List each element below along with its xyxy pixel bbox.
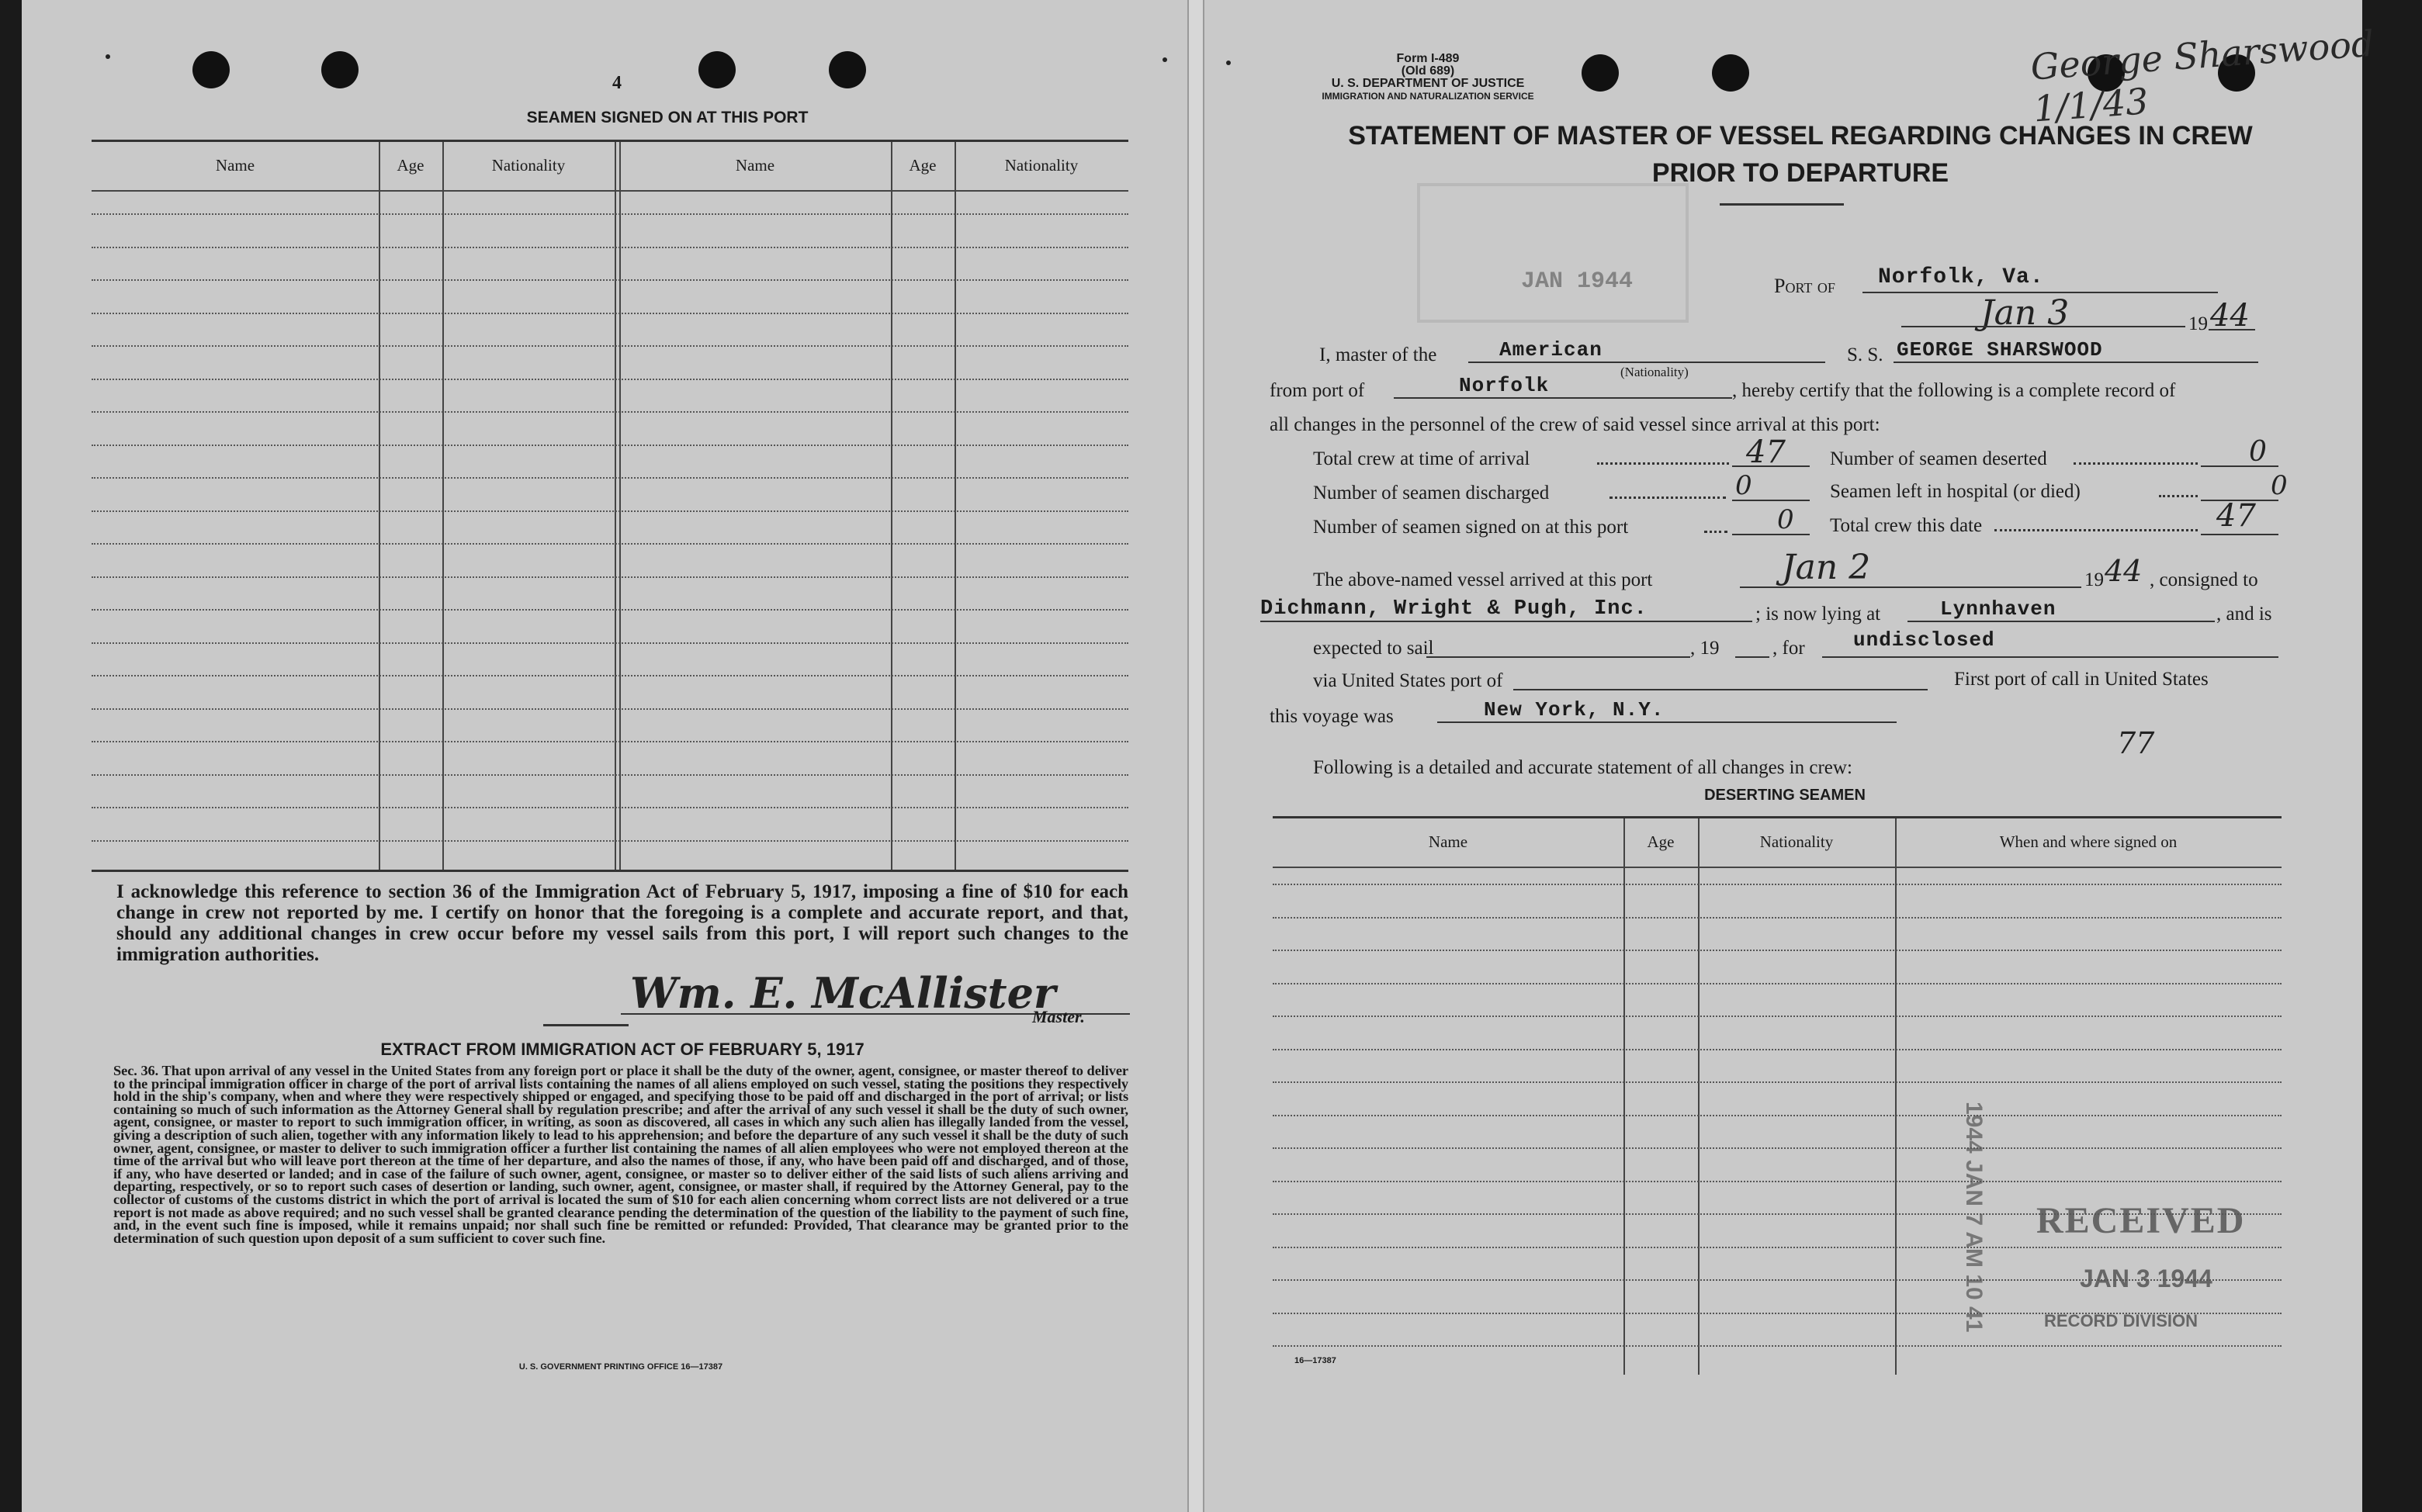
col-name: Name [1428, 832, 1468, 851]
arrived-label: The above-named vessel arrived at this port [1313, 569, 1653, 590]
table-row-rule [1273, 1015, 2282, 1017]
table-row-rule [92, 642, 1128, 644]
port-label: Port of [1774, 275, 1835, 297]
form-title-line1: STATEMENT OF MASTER OF VESSEL REGARDING CHANGES IN CREW [1348, 121, 2253, 151]
certify-text: , hereby certify that the following is a complete record of [1732, 380, 2176, 401]
col-age: Age [1647, 832, 1675, 851]
table-row-rule [92, 279, 1128, 281]
table-row-rule [92, 411, 1128, 413]
table-row-rule [1273, 1049, 2282, 1050]
table-row-rule [92, 543, 1128, 545]
table-row-rule [1273, 1181, 2282, 1182]
ss-label: S. S. [1847, 344, 1883, 365]
master-signature: Wm. E. McAllister [630, 968, 1056, 1018]
total-date-value: 47 [2216, 498, 2256, 534]
from-port-value: Norfolk [1459, 374, 1550, 397]
total-arrival-value: 47 [1746, 434, 1786, 470]
extract-text: Sec. 36. That upon arrival of any vessel in the United States from any foreign port or place it shall be the duty of the owner, agent, consignee, or master thereof to deliver to the principal immigration officer in charge of the port of arrival lists containing the names of all aliens employed on such vessel, stating the positions they respectively hold in the ship's company, when and where they were respectively shipped or engaged, and specifying those to be paid off and discharged in the port of arrival; or lists containing so much of such information as the Attorney General shall by regulation prescribe; and after the arrival of any such vessel it shall be the duty of such owner, agent, consignee, or master to report to such immigration officer, in writing, as soon as discovered, all cases in which any such alien has illegally landed from the vessel, giving a description of such alien, together with any information likely to lead to his apprehension; and before the departure of any such vessel it shall be the duty of such owner, agent, consignee, or master to deliver to such immigration officer a further list containing the names of all alien employees who were not employed thereon at the time of the arrival but who will leave port thereon at the time of her departure, and also the names of those, if any, who have been paid off and discharged, and of those, if any, who have deserted or landed; and in case of the failure of such owner, agent, consignee, or master so to deliver either of the said lists of such aliens arriving and departing, respectively, or so to report such cases of desertion or landing, such owner, agent, consignee, or master shall, if required by the Attorney General, pay to the collector of customs of the customs district in which the port of arrival is located the sum of $10 for each alien concerning whom correct lists are not delivered or a true report is not made as above required; and no such vessel shall be granted clearance pending the determination of the question of the liability to the payment of such fine, and, in the event such fine is imposed, while it remains unpaid; nor shall such fine be remitted or refunded: Provided, That clearance may be granted prior to the determination of such question upon deposit of a sum sufficient to cover such fine. [113, 1063, 1128, 1246]
received-stamp-date: JAN 3 1944 [2080, 1265, 2212, 1292]
received-stamp-division: RECORD DIVISION [2044, 1311, 2199, 1330]
lying-label: ; is now lying at [1755, 604, 1881, 625]
discharged-label: Number of seamen discharged [1313, 483, 1550, 503]
deserted-value: 0 [2249, 436, 2267, 468]
punch-hole [698, 51, 736, 88]
deserted-label: Number of seamen deserted [1830, 448, 2047, 469]
form-number: Form I-489 [1396, 52, 1460, 65]
table-row-rule [92, 708, 1128, 710]
margin-note: 77 [2117, 726, 2155, 760]
arrived-year: 44 [2105, 554, 2143, 588]
right-printer-line: 16—17387 [1294, 1356, 1336, 1365]
table-row-rule [1273, 1247, 2282, 1248]
table-row-rule [92, 379, 1128, 380]
col-nationality: Nationality [1759, 832, 1834, 851]
handwritten-note: George Sharswood 1/1/43 [2029, 22, 2375, 130]
ship-name: GEORGE SHARSWOOD [1897, 338, 2103, 362]
page-number: 4 [612, 73, 622, 93]
department: U. S. DEPARTMENT OF JUSTICE [1331, 77, 1525, 90]
seamen-signed-table [92, 140, 1128, 872]
table-row-rule [1273, 1345, 2282, 1347]
arrived-year-prefix: 19 [2084, 569, 2104, 590]
table-row-rule [1273, 1147, 2282, 1149]
table-row-rule [1273, 1081, 2282, 1083]
punch-hole [1712, 54, 1749, 92]
table-row-rule [1273, 950, 2282, 951]
signed-on-label: Number of seamen signed on at this port [1313, 517, 1629, 538]
service: IMMIGRATION AND NATURALIZATION SERVICE [1322, 91, 1534, 102]
printer-line: U. S. GOVERNMENT PRINTING OFFICE 16—17387 [518, 1362, 723, 1372]
left-heading: SEAMEN SIGNED ON AT THIS PORT [526, 109, 809, 126]
col-nationality: Nationality [491, 156, 566, 175]
table-row-rule [92, 840, 1128, 842]
nationality-caption: (Nationality) [1620, 365, 1689, 379]
signed-on-value: 0 [1777, 504, 1794, 535]
nationality-value: American [1499, 338, 1603, 362]
punch-hole [829, 51, 866, 88]
pin-dot [106, 54, 110, 59]
year-prefix: 19 [2188, 313, 2208, 334]
following-text: Following is a detailed and accurate statement of all changes in crew: [1313, 757, 1852, 778]
deserting-heading: DESERTING SEAMEN [1704, 787, 1866, 804]
for-label: , for [1772, 638, 1805, 659]
table-row-rule [92, 345, 1128, 347]
faded-stamp-date: JAN 1944 [1521, 268, 1634, 295]
col-name: Name [215, 156, 255, 175]
lying-value: Lynnhaven [1940, 597, 2056, 621]
col-nationality: Nationality [1004, 156, 1079, 175]
extract-title: EXTRACT FROM IMMIGRATION ACT OF FEBRUARY 5, 1917 [380, 1040, 865, 1059]
table-row-rule [92, 247, 1128, 248]
sail-year: , 19 [1690, 638, 1720, 659]
form-old: (Old 689) [1401, 64, 1455, 78]
master-of-label: I, master of the [1319, 344, 1437, 365]
changes-text: all changes in the personnel of the crew of said vessel since arrival at this port: [1270, 414, 1880, 435]
form-title-line2: PRIOR TO DEPARTURE [1651, 158, 1949, 188]
punch-hole [192, 51, 230, 88]
consignee-value: Dichmann, Wright & Pugh, Inc. [1260, 597, 1648, 621]
vertical-time-stamp: 1944 JAN 7 AM 10 41 [1961, 1102, 1987, 1333]
from-port-label: from port of [1270, 380, 1365, 401]
punch-hole [321, 51, 359, 88]
arrived-date: Jan 2 [1782, 548, 1871, 587]
date-value: Jan 3 [1980, 293, 2070, 333]
table-row-rule [92, 807, 1128, 808]
faded-stamp-box [1417, 183, 1689, 323]
table-row-rule [92, 477, 1128, 479]
table-row-rule [1273, 983, 2282, 984]
acknowledgement-text: I acknowledge this reference to section 36 of the Immigration Act of February 5, 1917, imposing a fine of $10 for each change in crew not reported by me. I certify on honor that the foregoing is a complete and accurate report, and that, should any additional changes in crew occur before my vessel sails from this port, I will report such changes to the immigration authorities. [116, 881, 1128, 965]
table-row-rule [92, 313, 1128, 314]
year-value: 44 [2210, 298, 2250, 334]
table-row-rule [1273, 884, 2282, 885]
pin-dot [1226, 61, 1231, 65]
discharged-value: 0 [1735, 470, 1752, 501]
table-row-rule [1273, 1115, 2282, 1116]
sail-label: expected to sail [1313, 638, 1434, 659]
for-value: undisclosed [1853, 628, 1995, 652]
table-row-rule [92, 741, 1128, 742]
and-is-label: , and is [2216, 604, 2272, 625]
table-row-rule [92, 576, 1128, 578]
col-age: Age [909, 156, 937, 175]
table-row-rule [92, 675, 1128, 676]
total-date-label: Total crew this date [1830, 515, 1983, 536]
table-row-rule [92, 510, 1128, 512]
voyage-value: New York, N.Y. [1484, 698, 1665, 721]
col-when-where: When and where signed on [1999, 832, 2178, 851]
first-port-label: First port of call in United States [1954, 669, 2209, 690]
voyage-label: this voyage was [1270, 706, 1394, 727]
pin-dot [1162, 57, 1167, 62]
col-name: Name [735, 156, 775, 175]
table-row-rule [92, 609, 1128, 611]
total-arrival-label: Total crew at time of arrival [1313, 448, 1530, 469]
table-row-rule [92, 774, 1128, 776]
via-label: via United States port of [1313, 670, 1503, 691]
port-value: Norfolk, Va. [1878, 265, 2044, 289]
hospital-label: Seamen left in hospital (or died) [1830, 481, 2081, 502]
table-row-rule [1273, 917, 2282, 919]
table-row-rule [92, 213, 1128, 215]
received-stamp: RECEIVED [2036, 1200, 2246, 1241]
consigned-label: , consigned to [2150, 569, 2258, 590]
hospital-value: 0 [2271, 470, 2288, 501]
col-age: Age [397, 156, 424, 175]
page-gutter [1187, 0, 1204, 1512]
master-label: Master. [1032, 1007, 1085, 1026]
form-header [1257, 53, 1599, 102]
table-row-rule [92, 445, 1128, 446]
